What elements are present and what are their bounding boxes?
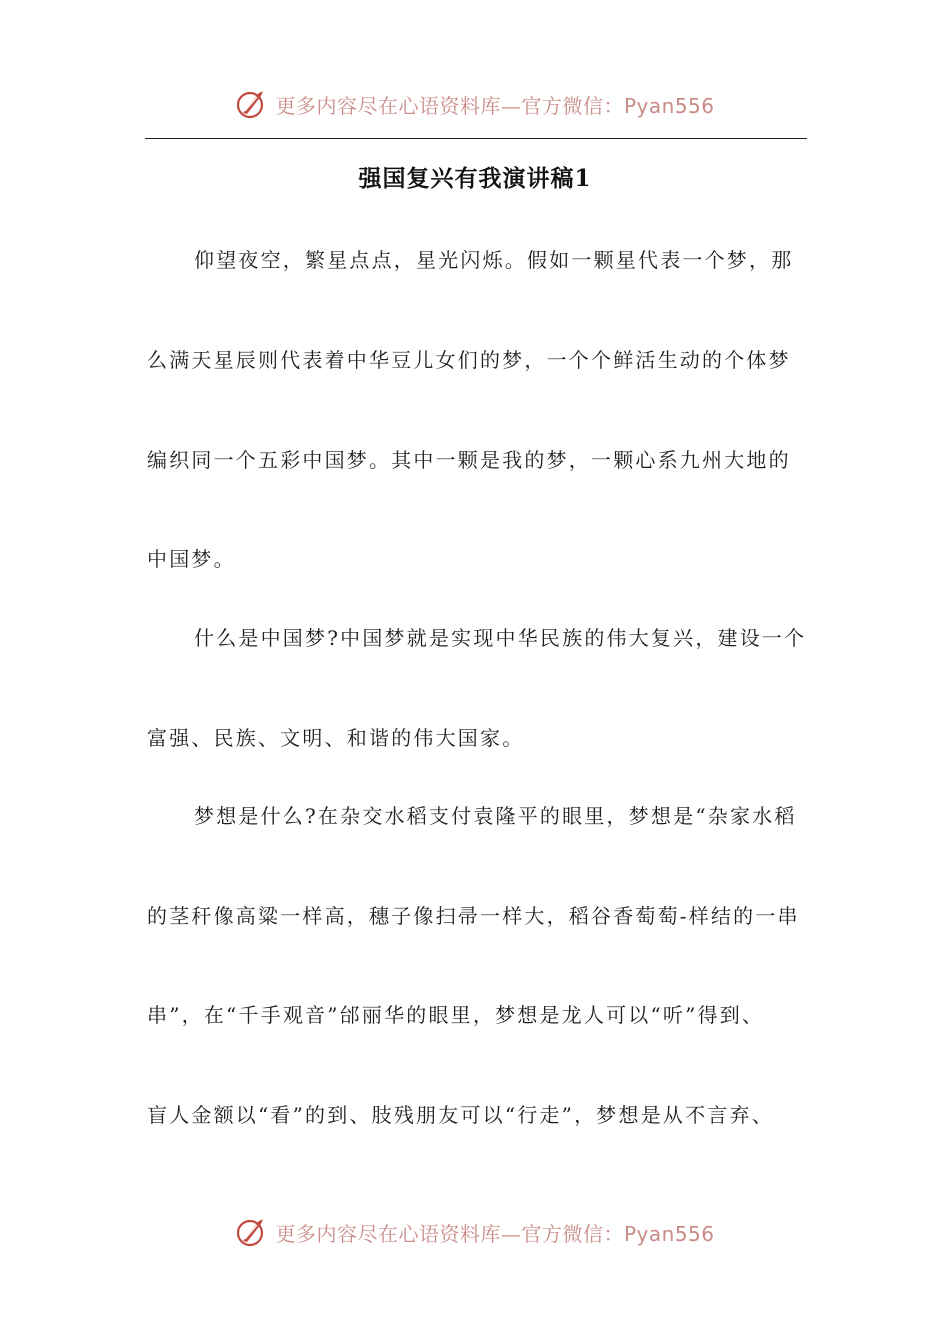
paragraph-line: 编织同一个五彩中国梦。其中一颗是我的梦，一颗心系九州大地的 [147, 448, 791, 472]
header-watermark-banner [0, 84, 950, 124]
quill-pen-logo-icon [235, 1215, 269, 1249]
paragraph-line: 盲人金额以“看”的到、肢残朋友可以“行走”，梦想是从不言弃、 [147, 1103, 774, 1127]
paragraph-line: 梦想是什么?在杂交水稻支付袁隆平的眼里，梦想是“杂家水稻 [194, 804, 797, 828]
paragraph-line: 什么是中国梦?中国梦就是实现中华民族的伟大复兴，建设一个 [194, 626, 807, 650]
paragraph-line: 中国梦。 [147, 547, 236, 571]
watermark-text: 更多内容尽在心语资料库—官方微信：Pyan556 [275, 1221, 715, 1246]
watermark-text: 更多内容尽在心语资料库—官方微信：Pyan556 [275, 93, 715, 118]
paragraph-line: 仰望夜空，繁星点点，星光闪烁。假如一颗星代表一个梦，那 [194, 248, 794, 272]
quill-pen-logo-icon [235, 87, 269, 121]
header-divider [145, 138, 807, 139]
paragraph-line: 的茎秆像高粱一样高，穗子像扫帚一样大，稻谷香萄萄-样结的一串 [147, 904, 800, 928]
wechat-id: Pyan556 [623, 1221, 715, 1246]
paragraph-line: 么满天星辰则代表着中华豆儿女们的梦，一个个鲜活生动的个体梦 [147, 348, 791, 372]
footer-watermark-banner [0, 1212, 950, 1252]
wechat-id: Pyan556 [623, 93, 715, 118]
paragraph-line: 富强、民族、文明、和谐的伟大国家。 [147, 726, 525, 750]
paragraph-line: 串”，在“千手观音”邰丽华的眼里，梦想是龙人可以“听”得到、 [147, 1003, 765, 1027]
document-title: 强国复兴有我演讲稿1 [358, 165, 592, 192]
